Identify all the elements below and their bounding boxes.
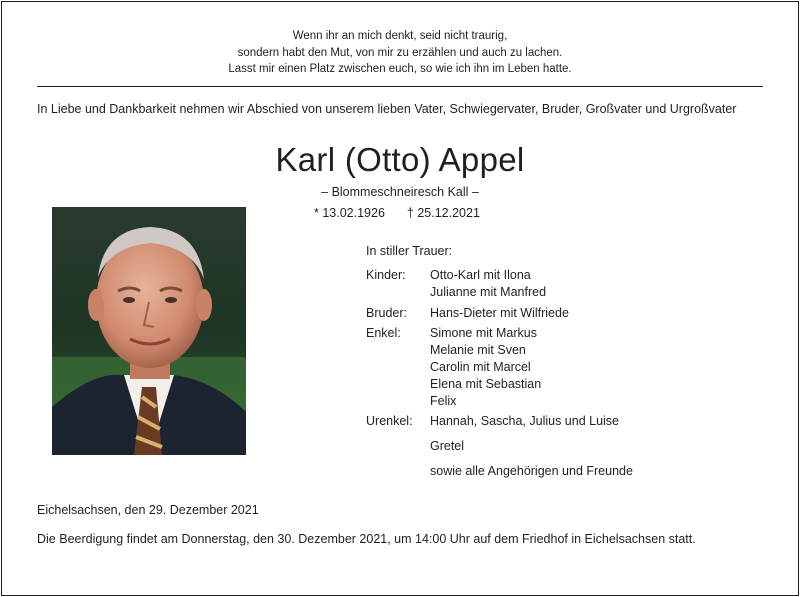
family-group-label: Kinder: [366,268,406,282]
intro-text: In Liebe und Dankbarkeit nehmen wir Abschied von unserem lieben Vater, Schwiegervater, Bruder, Großvater und Urgroßvater [37,102,737,116]
family-member: Elena mit Sebastian [430,376,542,391]
family-group-grandchildren [366,325,633,409]
birth-date: * 13.02.1926 [314,206,385,220]
relatives-line: sowie alle Angehörigen und Freunde [430,463,633,478]
family-group-label: Enkel: [366,326,401,341]
family-member: Hans-Dieter mit Wilfriede [430,305,569,320]
family-group-children [366,267,633,301]
poem-line: Wenn ihr an mich denkt, seid nicht traurig, [292,30,508,42]
family-member: Hannah, Sascha, Julius und Luise [430,414,620,429]
funeral-notice: Die Beerdigung findet am Donnerstag, den 30. Dezember 2021, um 14:00 Uhr auf dem Friedhof in Eichelsachsen statt. [37,532,696,546]
family-member: Julianne mit Manfred [430,284,547,299]
divider-line [37,86,763,87]
portrait-photo [52,207,246,455]
life-dates [314,205,480,222]
family-member: Simone mit Markus [430,326,537,341]
extra-mourner: Gretel [430,439,465,454]
family-member: Felix [430,393,457,408]
poem-line: sondern habt den Mut, von mir zu erzählen und auch zu lachen. [237,46,563,59]
family-member: Melanie mit Sven [430,343,526,358]
family-group-label: Bruder: [366,305,407,320]
poem [0,28,800,78]
poem-line: Lasst mir einen Platz zwischen euch, so wie ich ihn im Leben hatte. [228,63,572,75]
mourning-heading: In stiller Trauer: [366,244,453,258]
death-date: † 25.12.2021 [406,206,480,220]
deceased-name: Karl (Otto) Appel [275,141,525,178]
family-member: Carolin mit Marcel [430,359,531,374]
family-member: Otto-Karl mit Ilona [430,268,531,282]
family-list [366,267,633,480]
family-group-brother [366,305,633,322]
family-group-great-grandchildren [366,413,633,430]
deceased-place: – Blommeschneiresch Kall – [321,185,479,199]
city-date: Eichelsachsen, den 29. Dezember 2021 [37,503,259,517]
family-group-label: Urenkel: [366,414,413,429]
